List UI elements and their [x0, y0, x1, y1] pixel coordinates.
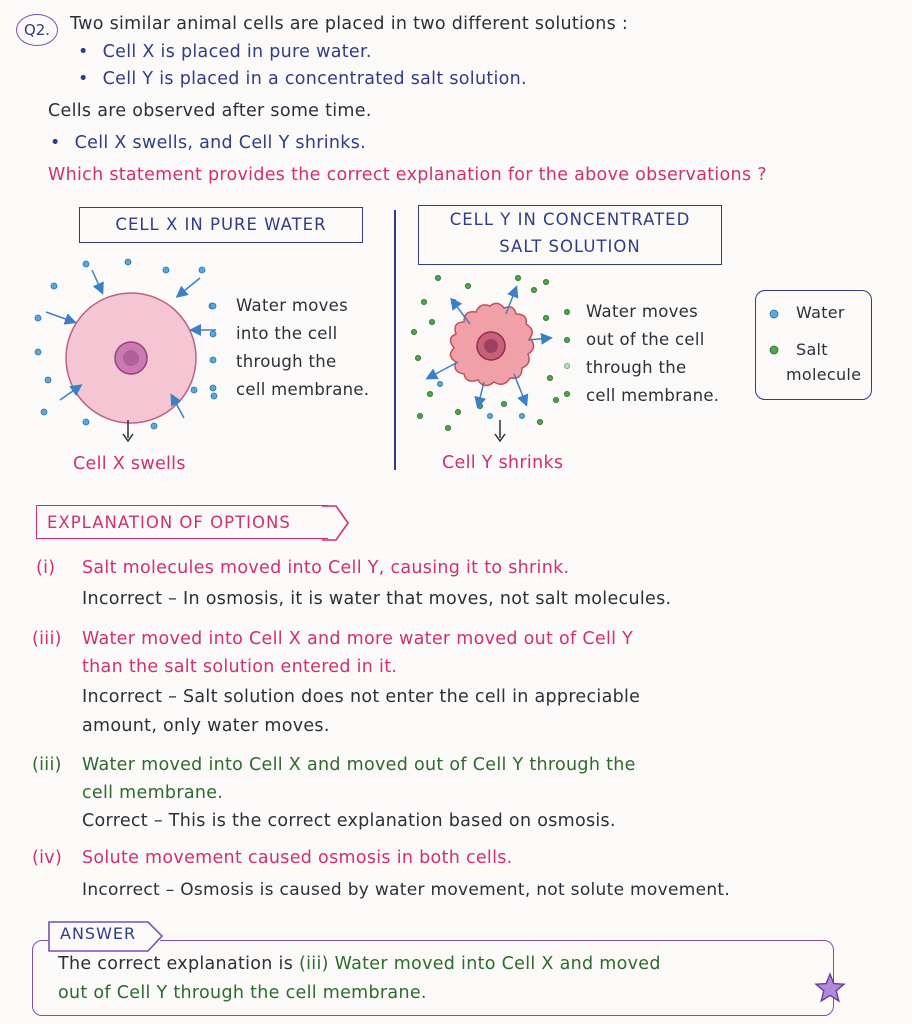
explanation-heading-arrow	[322, 505, 350, 541]
cell-x-note-line: through the	[236, 352, 337, 371]
cell-x-caption: Cell X swells	[73, 454, 186, 474]
question-intro: Two similar animal cells are placed in two different solutions :	[70, 14, 629, 34]
cell-y-title-line2: SALT SOLUTION	[499, 237, 641, 256]
cell-x-note	[236, 292, 369, 404]
salt-marker-icon	[770, 346, 778, 354]
option-3-verdict: Correct – This is the correct explanation based on osmosis.	[82, 811, 616, 831]
cell-y-caption: Cell Y shrinks	[442, 453, 564, 473]
option-2-text-line2: than the salt solution entered in it.	[82, 657, 398, 677]
cell-y-nucleolus	[484, 339, 498, 353]
cell-y-title-line1: CELL Y IN CONCENTRATED	[449, 210, 691, 229]
question-number: Q2.	[16, 14, 58, 46]
option-3-text-line2: cell membrane.	[82, 783, 224, 803]
answer-choice-line2: out of Cell Y through the cell membrane.	[58, 983, 427, 1003]
option-4-verdict: Incorrect – Osmosis is caused by water movement, not solute movement.	[82, 880, 731, 900]
option-4-text: Solute movement caused osmosis in both cells.	[82, 848, 513, 868]
cell-y-note-line: out of the cell	[586, 330, 705, 349]
bullet-cell-x: • Cell X is placed in pure water.	[78, 42, 372, 62]
diagram-divider	[394, 210, 396, 470]
legend-salt-line2: molecule	[786, 365, 862, 384]
option-4-number: (iv)	[32, 848, 63, 868]
bullet-cell-y: • Cell Y is placed in a concentrated salt solution.	[78, 69, 527, 89]
option-2-number: (iii)	[32, 629, 62, 649]
option-3-text-line1: Water moved into Cell X and moved out of Cell Y through the	[82, 755, 636, 775]
cell-y-note-line: through the	[586, 358, 687, 377]
legend-markers	[766, 306, 782, 360]
answer-label: ANSWER	[60, 924, 137, 943]
option-1-text: Salt molecules moved into Cell Y, causing it to shrink.	[82, 558, 570, 578]
cell-x-title	[79, 207, 363, 243]
answer-lead: The correct explanation is	[58, 954, 294, 974]
legend-water: Water	[796, 303, 845, 322]
cell-x-note-line: into the cell	[236, 324, 338, 343]
option-2-verdict-line1: Incorrect – Salt solution does not enter the cell in appreciable	[82, 687, 641, 707]
legend-salt-line1: Salt	[796, 340, 828, 359]
observation-text: • Cell X swells, and Cell Y shrinks.	[50, 133, 366, 153]
observed-text: Cells are observed after some time.	[48, 101, 372, 121]
option-1-verdict: Incorrect – In osmosis, it is water that moves, not salt molecules.	[82, 589, 672, 609]
cell-y-note-line: Water moves	[586, 302, 699, 321]
option-1-number: (i)	[36, 558, 56, 578]
option-3-number: (iii)	[32, 755, 62, 775]
answer-line1	[58, 954, 661, 974]
cell-y-diagram	[400, 266, 580, 450]
cell-y-note	[586, 298, 719, 410]
answer-choice-line1: (iii) Water moved into Cell X and moved	[299, 954, 661, 974]
cell-y-note-dots	[560, 304, 574, 404]
cell-x-note-line: Water moves	[236, 296, 349, 315]
cell-x-nucleolus	[123, 350, 139, 366]
cell-x-note-dots	[206, 296, 220, 396]
option-2-verdict-line2: amount, only water moves.	[82, 716, 330, 736]
cell-y-title	[418, 205, 722, 265]
cell-x-note-line: cell membrane.	[236, 380, 370, 399]
cell-x-title-text: CELL X IN PURE WATER	[115, 215, 327, 234]
water-marker-icon	[770, 310, 778, 318]
star-icon	[814, 972, 846, 1004]
explanation-heading: EXPLANATION OF OPTIONS	[36, 505, 328, 539]
option-2-text-line1: Water moved into Cell X and more water moved out of Cell Y	[82, 629, 634, 649]
question-prompt: Which statement provides the correct explanation for the above observations ?	[48, 165, 767, 185]
cell-y-note-line: cell membrane.	[586, 386, 720, 405]
